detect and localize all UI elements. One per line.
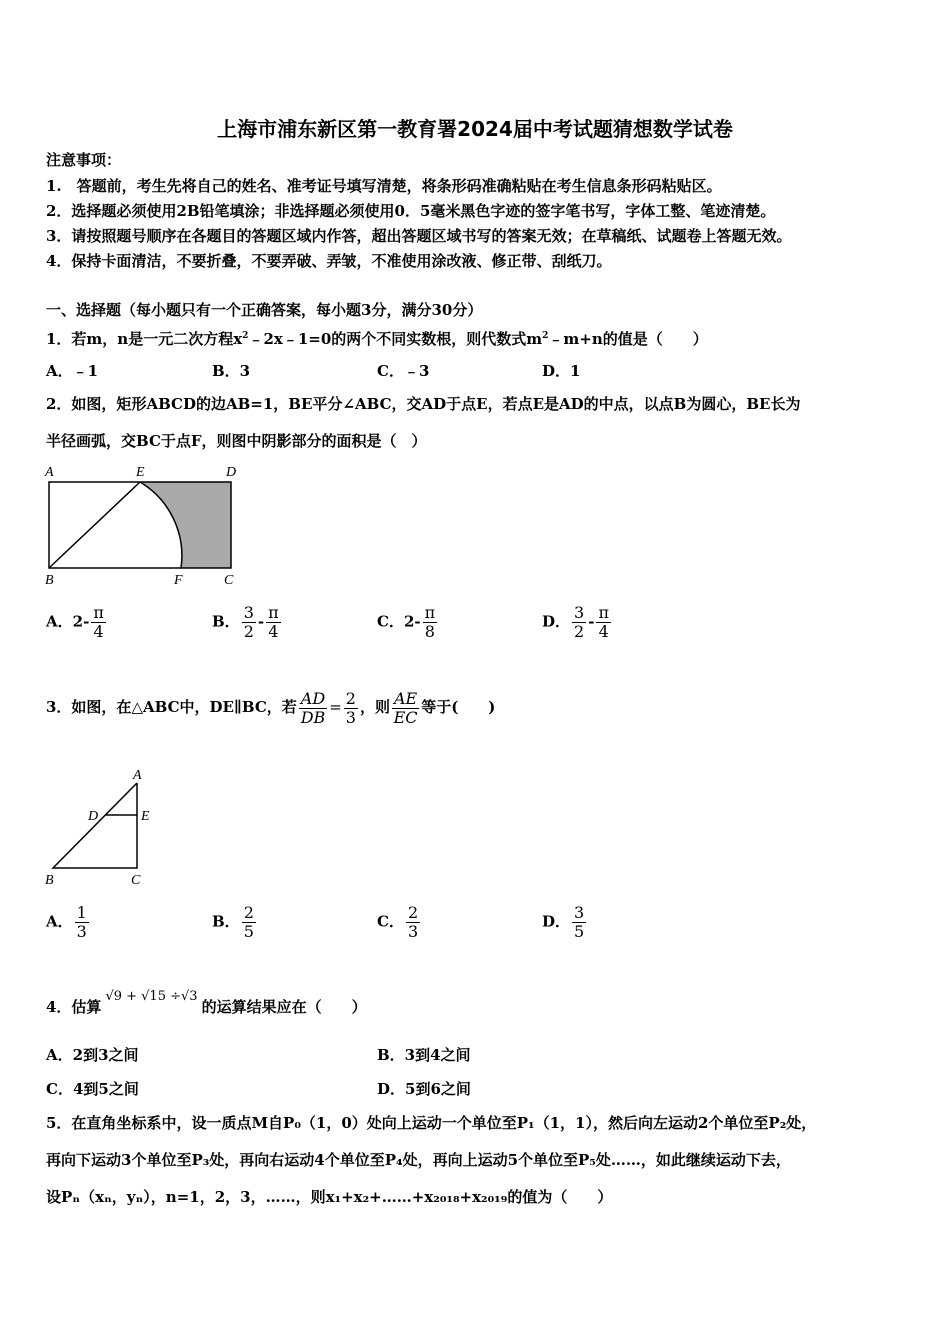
q2-option-a[interactable]: A．2- $\frac{\pi}{4}$ xyxy=(46,603,104,641)
q4-option-d[interactable]: D．5到6之间 xyxy=(377,1080,471,1098)
question-3: 3．如图，在△ABC中，DE∥BC，若 $\frac{AD}{DB}$ = $\frac{2}{3}$ ，则 $\frac{AE}{EC}$ 等于( ) xyxy=(46,688,496,727)
q3-triangle-figure xyxy=(40,765,170,890)
question-1: 1．若m，n是一元二次方程$x^2﹣2x﹣1=0$的两个不同实数根，则代数式$m^2﹣m+n$的值是（ ） xyxy=(46,330,708,348)
question-5-line2: 再向下运动3个单位至P₃处，再向右运动4个单位至P₄处，再向上运动5个单位至P₅处……，如此继续运动下去， xyxy=(46,1151,791,1169)
page-title: 上海市浦东新区第一教育署2024届中考试题猜想数学试卷 xyxy=(217,117,733,141)
notice-item: 1. 答题前，考生先将自己的姓名、准考证号填写清楚，将条形码准确粘贴在考生信息条形码粘贴区。 xyxy=(46,177,722,195)
question-2-line1: 2．如图，矩形ABCD的边AB=1，BE平分∠ABC，交AD于点E，若点E是AD的中点，以点B为圆心，BE长为 xyxy=(46,395,801,413)
label-b: B xyxy=(45,573,54,588)
question-2-line2: 半径画弧，交BC于点F，则图中阴影部分的面积是（ ） xyxy=(46,432,427,450)
label-c: C xyxy=(131,873,141,888)
label-f: F xyxy=(174,573,183,588)
label-a: A xyxy=(133,768,142,783)
q1-option-b[interactable]: B．3 xyxy=(212,362,251,380)
label-e: E xyxy=(141,809,150,824)
label-c: C xyxy=(224,573,234,588)
q2-option-b[interactable]: B． $\frac{3}{2}$ - $\frac{\pi}{4}$ xyxy=(212,603,279,641)
q3-option-a[interactable]: A． $\frac{1}{3}$ xyxy=(46,903,87,941)
q2-option-d[interactable]: D． $\frac{3}{2}$ - $\frac{\pi}{4}$ xyxy=(542,603,609,641)
q1-option-d[interactable]: D．1 xyxy=(542,362,581,380)
q1-option-a[interactable]: A．﹣1 xyxy=(46,362,99,380)
q4-option-b[interactable]: B．3到4之间 xyxy=(377,1046,471,1064)
notice-heading: 注意事项： xyxy=(46,151,122,169)
notice-item: 4．保持卡面清洁，不要折叠，不要弄破、弄皱，不准使用涂改液、修正带、刮纸刀。 xyxy=(46,252,612,270)
notice-item: 2．选择题必须使用2B铅笔填涂；非选择题必须使用0．5毫米黑色字迹的签字笔书写，字体工整、笔迹清楚。 xyxy=(46,202,776,220)
q4-expression: √9 + √15 ÷√3 xyxy=(105,989,198,1004)
q2-option-c[interactable]: C．2- $\frac{\pi}{8}$ xyxy=(377,603,436,641)
q3-option-c[interactable]: C． $\frac{2}{3}$ xyxy=(377,903,419,941)
label-b: B xyxy=(45,873,54,888)
label-d: D xyxy=(88,809,99,824)
question-5-line1: 5．在直角坐标系中，设一质点M自P₀（1，0）处向上运动一个单位至P₁（1，1），然后向左运动2个单位至P₂处， xyxy=(46,1114,817,1132)
q2-rectangle-figure xyxy=(40,460,240,590)
q4-option-c[interactable]: C．4到5之间 xyxy=(46,1080,139,1098)
notice-item: 3．请按照题号顺序在各题目的答题区域内作答，超出答题区域书写的答案无效；在草稿纸、试题卷上答题无效。 xyxy=(46,227,792,245)
q3-option-b[interactable]: B． $\frac{2}{5}$ xyxy=(212,903,254,941)
label-a: A xyxy=(45,465,54,480)
question-5-line3: 设Pₙ（xₙ，yₙ），n=1，2，3，……，则x₁+x₂+……+x₂₀₁₈+x₂₀₁₉的值为（ ） xyxy=(46,1188,613,1206)
label-e: E xyxy=(136,465,145,480)
section-heading: 一、选择题（每小题只有一个正确答案，每小题3分，满分30分） xyxy=(46,301,483,319)
q1-option-c[interactable]: C．﹣3 xyxy=(377,362,430,380)
q4-option-a[interactable]: A．2到3之间 xyxy=(46,1046,139,1064)
question-4: 4．估算√9 + √15 ÷√3的运算结果应在（ ） xyxy=(46,989,367,1016)
label-d: D xyxy=(226,465,237,480)
q3-option-d[interactable]: D． $\frac{3}{5}$ xyxy=(542,903,585,941)
